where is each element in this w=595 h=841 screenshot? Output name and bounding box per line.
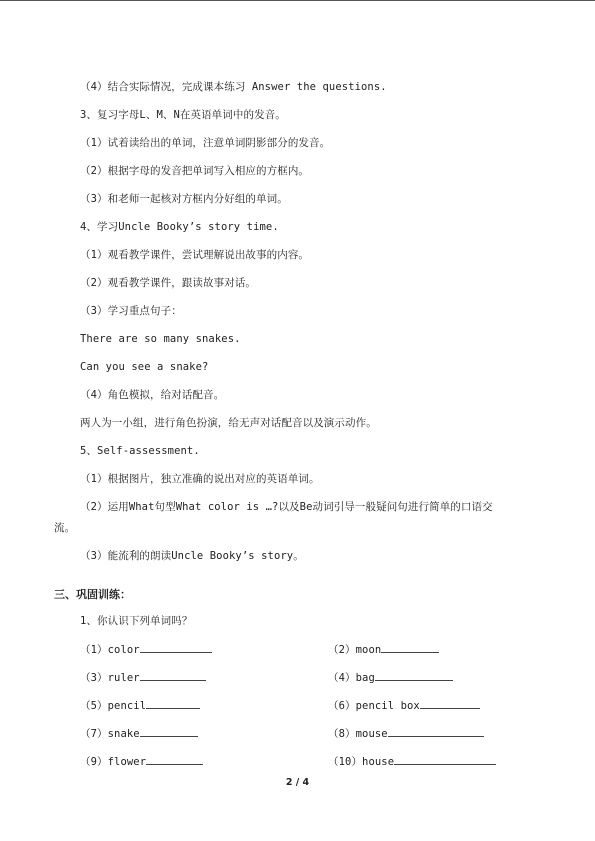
body-line: （3）和老师一起核对方框内分好组的单词。 xyxy=(80,193,288,205)
body-line: （1）试着读给出的单词，注意单词阴影部分的发音。 xyxy=(80,137,331,149)
word-label: （10）house xyxy=(328,756,395,768)
word-item xyxy=(80,698,200,713)
body-line-wrap: 流。 xyxy=(54,522,76,534)
answer-blank[interactable] xyxy=(375,670,453,681)
word-item xyxy=(80,670,206,685)
page-number: 2 / 4 xyxy=(285,777,310,788)
body-line: （2）观看教学课件，跟读故事对话。 xyxy=(80,277,257,289)
word-item xyxy=(328,670,453,685)
body-line: （2）根据字母的发音把单词写入相应的方框内。 xyxy=(80,165,310,177)
body-line: 5、Self-assessment. xyxy=(80,445,200,457)
answer-blank[interactable] xyxy=(146,698,200,709)
answer-blank[interactable] xyxy=(140,670,206,681)
body-line: 两人为一小组，进行角色扮演，给无声对话配音以及演示动作。 xyxy=(80,417,377,429)
body-line: 4、学习Uncle Booky’s story time. xyxy=(80,221,279,233)
word-item xyxy=(80,754,203,769)
word-label: （9）flower xyxy=(80,756,147,768)
word-label: （5）pencil xyxy=(80,700,147,712)
word-label: （1）color xyxy=(80,644,140,656)
word-item xyxy=(328,754,496,769)
answer-blank[interactable] xyxy=(420,698,480,709)
answer-blank[interactable] xyxy=(146,754,203,765)
body-line: （4）角色模拟，给对话配音。 xyxy=(80,389,225,401)
word-item xyxy=(328,726,484,741)
word-label: （7）snake xyxy=(80,728,140,740)
word-item xyxy=(328,642,439,657)
answer-blank[interactable] xyxy=(140,726,198,737)
body-line: （4）结合实际情况，完成课本练习 Answer the questions. xyxy=(80,81,387,93)
body-line: （3）能流利的朗读Uncle Booky’s story。 xyxy=(80,550,304,562)
word-label: （2）moon xyxy=(328,644,382,656)
body-line: 3、复习字母L、M、N在英语单词中的发音。 xyxy=(80,109,286,121)
word-label: （6）pencil box xyxy=(328,700,420,712)
answer-blank[interactable] xyxy=(394,754,496,765)
body-line: Can you see a snake? xyxy=(80,361,209,373)
answer-blank[interactable] xyxy=(140,642,212,653)
body-line: （2）运用What句型What color is …?以及Be动词引导一般疑问句进行简单的口语交 xyxy=(80,501,493,513)
section-heading: 三、巩固训练： xyxy=(54,588,131,601)
top-rule xyxy=(0,0,595,1)
body-line: （1）根据图片，独立准确的说出对应的英语单词。 xyxy=(80,473,320,485)
answer-blank[interactable] xyxy=(381,642,439,653)
word-item xyxy=(80,726,198,741)
body-line: （1）观看教学课件，尝试理解说出故事的内容。 xyxy=(80,249,310,261)
body-line: There are so many snakes. xyxy=(80,333,241,345)
word-label: （3）ruler xyxy=(80,672,140,684)
exercise-prompt: 1、你认识下列单词吗？ xyxy=(80,615,193,627)
word-label: （4）bag xyxy=(328,672,375,684)
word-item xyxy=(80,642,212,657)
body-line: （3）学习重点句子： xyxy=(80,305,182,317)
answer-blank[interactable] xyxy=(388,726,484,737)
word-label: （8）mouse xyxy=(328,728,388,740)
word-item xyxy=(328,698,480,713)
